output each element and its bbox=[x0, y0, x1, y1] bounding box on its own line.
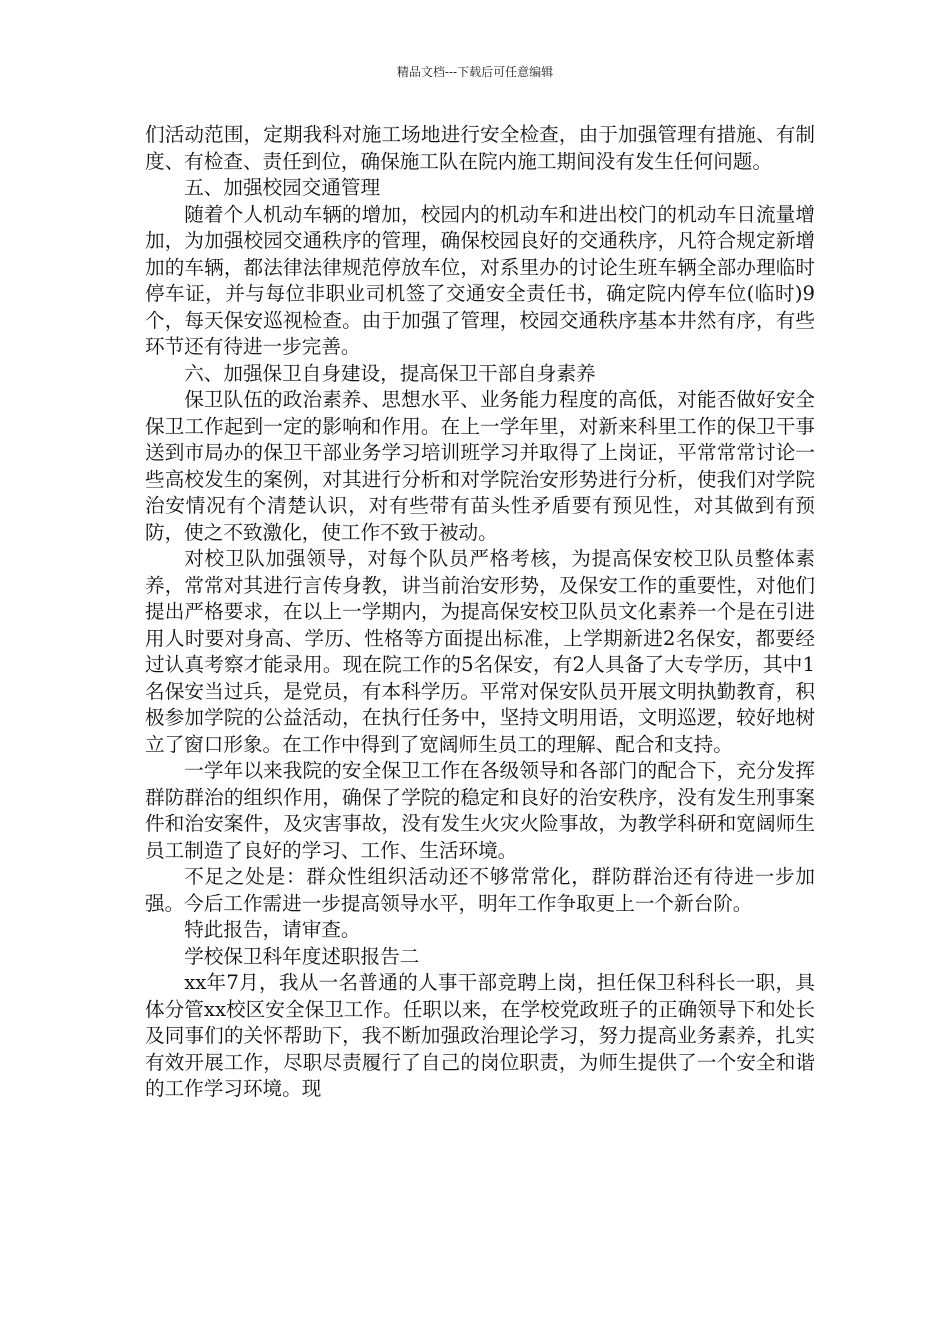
paragraph-continuation: 们活动范围，定期我科对施工场地进行安全检查，由于加强管理有措施、有制度、有检查、责任到位，确保施工队在院内施工期间没有发生任何问题。 bbox=[145, 123, 815, 173]
report-two-title: 学校保卫科年度述职报告二 bbox=[184, 944, 420, 968]
paragraph-summary: 一学年以来我院的安全保卫工作在各级领导和各部门的配合下，充分发挥群防群治的组织作用，确保了学院的稳定和良好的治安秩序，没有发生刑事案件和治安案件，及灾害事故，没有发生火灾火险事故，为教学科研和宽阔师生员工制造了良好的学习、工作、生活环境。 bbox=[145, 759, 815, 862]
paragraph-traffic: 随着个人机动车辆的增加，校园内的机动车和进出校门的机动车日流量增加，为加强校园交通秩序的管理，确保校园良好的交通秩序，凡符合规定新增加的车辆，都法律法律规范停放车位，对系里办的讨论生班车辆全部办理临时停车证，并与每位非职业司机签了交通安全责任书，确定院内停车位(临时)9个，每天保安巡视检查。由于加强了管理，校园交通秩序基本井然有序，有些环节还有待进一步完善。 bbox=[145, 202, 815, 358]
page-header: 精品文档---下载后可任意编辑 bbox=[396, 65, 554, 79]
paragraph-report-two-intro: xx年7月，我从一名普通的人事干部竞聘上岗，担任保卫科科长一职，具体分管xx校区安全保卫工作。任职以来，在学校党政班子的正确领导下和处长及同事们的关怀帮助下，我不断加强政治理论学习，努力提高业务素养，扎实有效开展工作，尽职尽责履行了自己的岗位职责，为师生提供了一个安全和谐的工作学习环境。现 bbox=[145, 971, 815, 1100]
section-heading-self-building: 六、加强保卫自身建设，提高保卫干部自身素养 bbox=[184, 361, 596, 385]
paragraph-guard-leadership: 对校卫队加强领导，对每个队员严格考核，为提高保安校卫队员整体素养，常常对其进行言传身教，讲当前治安形势，及保安工作的重要性，对他们提出严格要求，在以上一学期内，为提高保安校卫队员文化素养一个是在引进用人时要对身高、学历、性格等方面提出标准，上学期新进2名保安，都要经过认真考察才能录用。现在院工作的5名保安，有2人具备了大专学历，其中1名保安当过兵，是党员，有本科学历。平常对保安队员开展文明执勤教育，积极参加学院的公益活动，在执行任务中，坚持文明用语，文明巡逻，较好地树立了窗口形象。在工作中得到了宽阔师生员工的理解、配合和支持。 bbox=[145, 547, 815, 756]
section-heading-traffic: 五、加强校园交通管理 bbox=[184, 176, 381, 199]
paragraph-closing: 特此报告，请审查。 bbox=[184, 918, 361, 941]
paragraph-team-quality: 保卫队伍的政治素养、思想水平、业务能力程度的高低，对能否做好安全保卫工作起到一定的影响和作用。在上一学年里，对新来科里工作的保卫干事送到市局办的保卫干部业务学习培训班学习并取得了上岗证，平常常常讨论一些高校发生的案例，对其进行分析和对学院治安形势进行分析，使我们对学院治安情况有个清楚认识，对有些带有苗头性矛盾要有预见性，对其做到有预防，使之不致激化，使工作不致于被动。 bbox=[145, 388, 815, 544]
document-body bbox=[145, 122, 815, 1103]
paragraph-shortcomings: 不足之处是：群众性组织活动还不够常常化，群防群治还有待进一步加强。今后工作需进一步提高领导水平，明年工作争取更上一个新台阶。 bbox=[145, 865, 815, 915]
